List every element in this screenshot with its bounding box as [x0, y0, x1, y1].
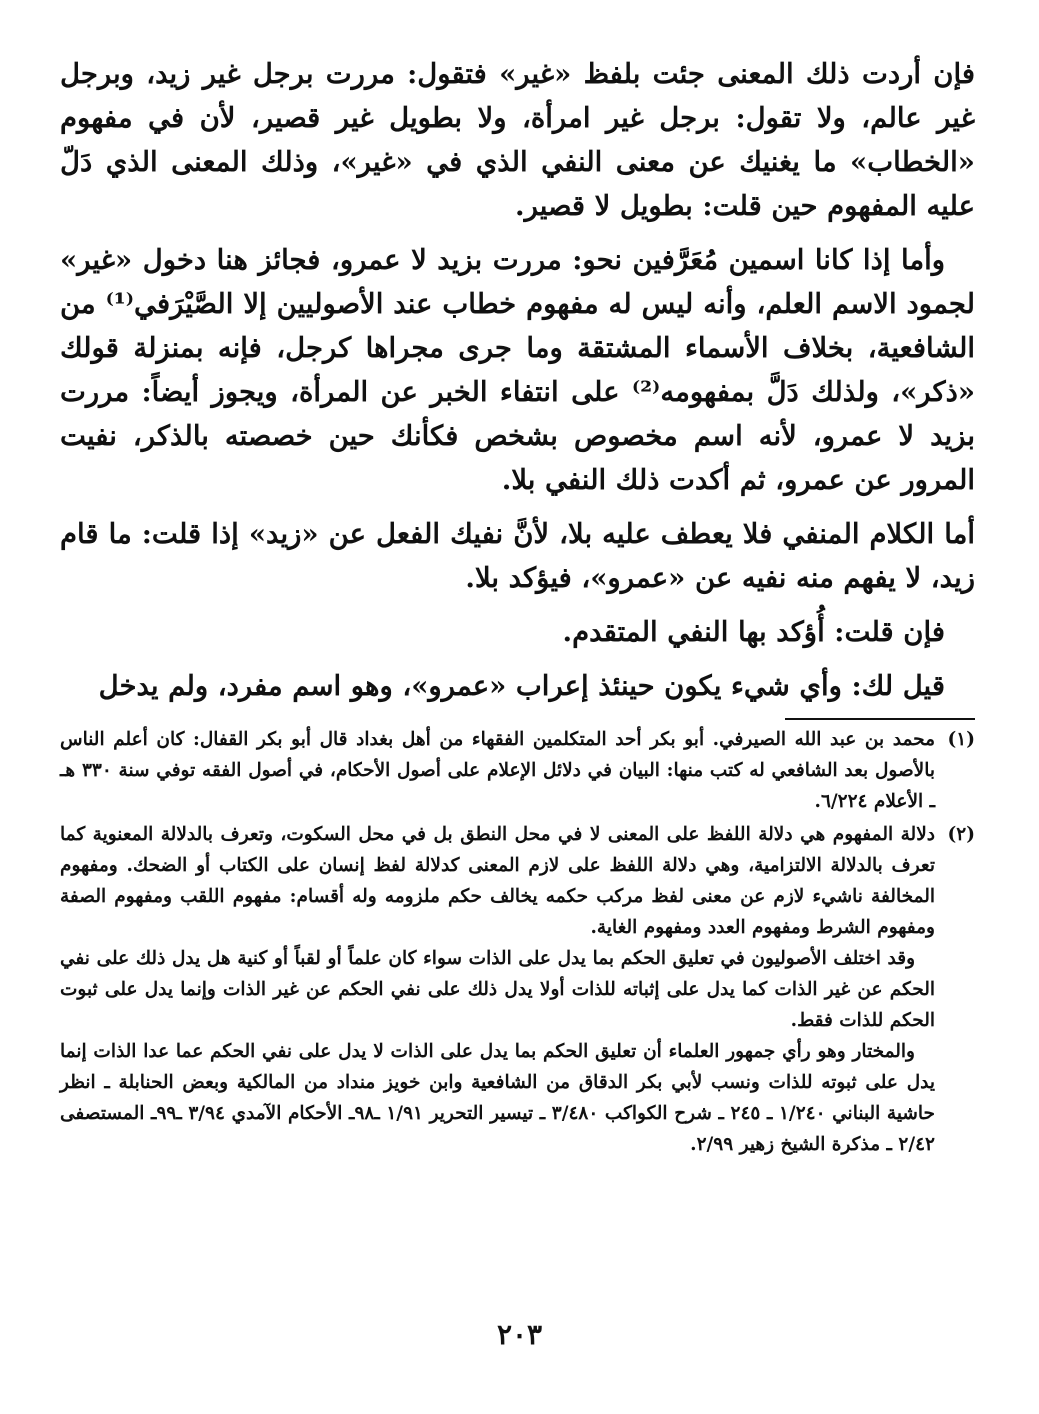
footnote-text: وقد اختلف الأصوليون في تعليق الحكم بما يدل على الذات سواء كان علماً أو لقباً أو كنية هل يدل ذلك على نفي الحكم عن غير الذات كما يدل على إثباته للذات أولا يدل ذلك على نفي الحكم عن غير الذات وإنما يدل على ثبوت الحكم للذات فقط.: [60, 948, 935, 1031]
footnotes: [60, 724, 975, 1160]
paragraph: فإن أردت ذلك المعنى جئت بلفظ «غير» فتقول: مررت برجل غير زيد، وبرجل غير عالم، ولا تقول: برجل غير امرأة، ولا بطويل غير قصير، لأن في مفهوم «الخطاب» ما يغنيك عن معنى النفي الذي في «غير»، وذلك المعنى الذي دَلّ عليه المفهوم حين قلت: بطويل لا قصير.: [60, 58, 975, 222]
footnote: [60, 819, 975, 1160]
footnote-text: محمد بن عبد الله الصيرفي. أبو بكر أحد المتكلمين الفقهاء من أهل بغداد قال أبو بكر القفال: كان أعلم الناس بالأصول بعد الشافعي له كتب منها: البيان في دلائل الإعلام على أصول الأحكام، في أصول الفقه توفي سنة ٣٣٠ هـ ـ الأعلام ٦/٢٢٤.: [60, 729, 935, 812]
footnote-marker: (٢): [947, 824, 975, 845]
footnote-marker: (١): [947, 729, 975, 750]
book-page: [60, 52, 975, 1162]
footnote: [60, 724, 975, 817]
paragraph: فإن قلت: أُؤكد بها النفي المتقدم.: [562, 616, 945, 648]
footnote-separator: [785, 718, 975, 720]
footnote-text: والمختار وهو رأي جمهور العلماء أن تعليق الحكم بما يدل على الذات لا يدل على نفي الحكم عما عدا الذات إنما يدل على ثبوته للذات ونسب لأبي بكر الدقاق من الشافعية وابن خويز منداد من المالكية وبعض الحنابلة ـ انظر حاشية البناني ١/٢٤٠ ـ ٢٤٥ ـ شرح الكواكب ٣/٤٨٠ ـ تيسير التحرير ١/٩١ ـ٩٨ـ الأحكام الآمدي ٣/٩٤ ـ٩٩ـ المستصفى ٢/٤٢ ـ مذكرة الشيخ زهير ٢/٩٩.: [60, 1041, 935, 1155]
main-text: [60, 52, 975, 708]
page-number: ٢٠٣: [496, 1318, 543, 1351]
paragraph: وأما إذا كانا اسمين مُعَرَّفين نحو: مررت بزيد لا عمرو، فجائز هنا دخول «غير» لجمود الاسم العلم، وأنه ليس له مفهوم خطاب عند الأصوليين إلا الصَّيْرَفي⁽¹⁾ من الشافعية، بخلاف الأسماء المشتقة وما جرى مجراها كرجل، فإنه بمنزلة قولك «ذكر»، ولذلك دَلَّ بمفهومه⁽²⁾ على انتفاء الخبر عن المرأة، ويجوز أيضاً: مررت بزيد لا عمرو، لأنه اسم مخصوص بشخص فكأنك حين خصصته بالذكر، نفيت المرور عن عمرو، ثم أكدت ذلك النفي بلا.: [60, 244, 976, 496]
paragraph: قيل لك: وأي شيء يكون حينئذ إعراب «عمرو»، وهو اسم مفرد، ولم يدخل: [98, 670, 945, 702]
paragraph: أما الكلام المنفي فلا يعطف عليه بلا، لأنَّ نفيك الفعل عن «زيد» إذا قلت: ما قام زيد، لا يفهم منه نفيه عن «عمرو»، فيؤكد بلا.: [60, 518, 975, 594]
footnote-text: دلالة المفهوم هي دلالة اللفظ على المعنى لا في محل النطق بل في محل السكوت، وتعرف بالدلالة المعنوية كما تعرف بالدلالة الالتزامية، وهي دلالة اللفظ على لازم المعنى كدلالة لفظ إنسان على الكتاب أو الضحك. ومفهوم المخالفة ناشيء لازم عن معنى لفظ مركب حكمه يخالف حكم ملزومه وله أقسام: مفهوم اللقب ومفهوم الصفة ومفهوم الشرط ومفهوم العدد ومفهوم الغاية.: [60, 824, 935, 938]
